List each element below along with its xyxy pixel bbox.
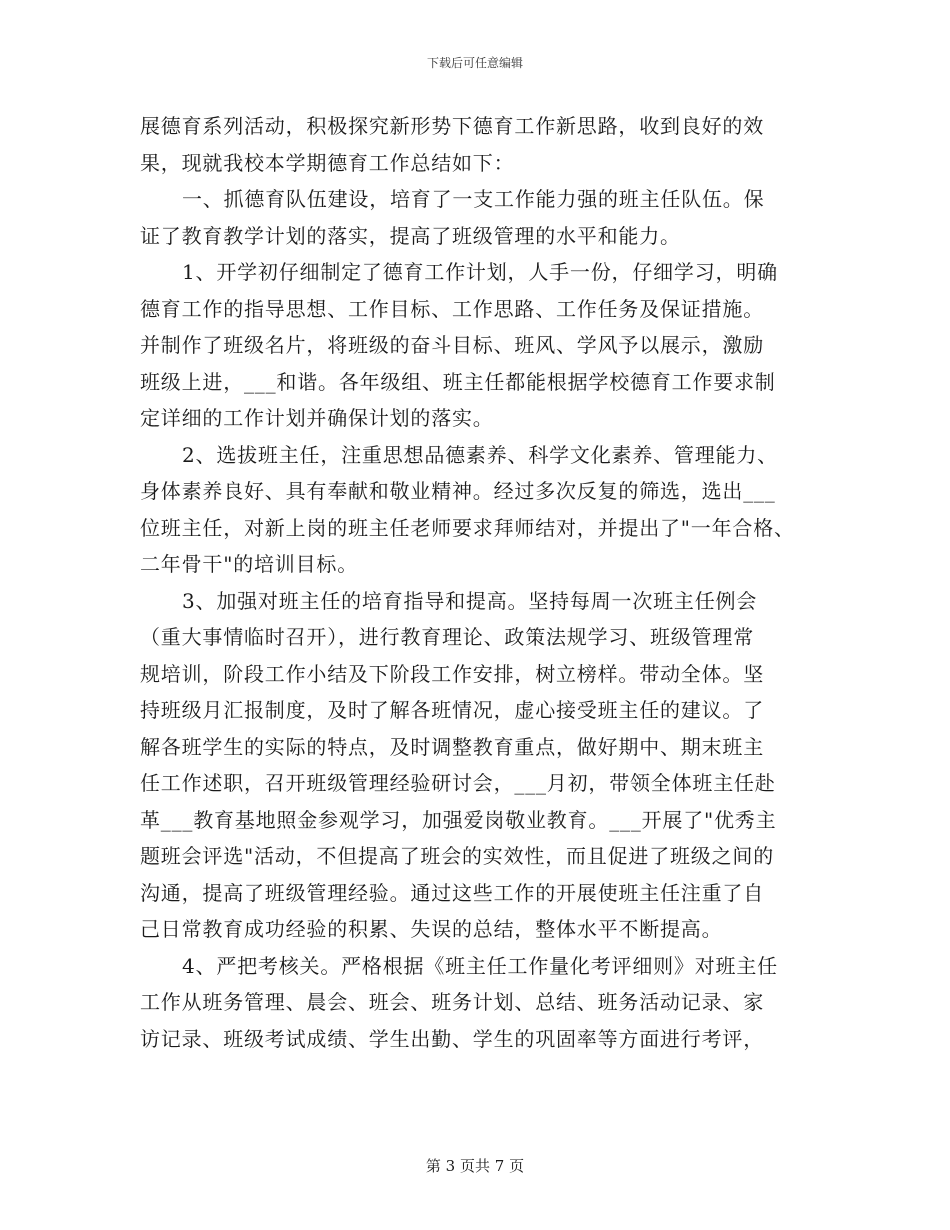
body-line: 解各班学生的实际的特点，及时调整教育重点，做好期中、期末班主: [140, 734, 764, 759]
body-line: 定详细的工作计划并确保计划的落实。: [140, 406, 494, 430]
body-line: 证了教育教学计划的落实，提高了班级管理的水平和能力。: [140, 223, 681, 248]
paragraph-start: 4、严把考核关。严格根据《班主任工作量化考评细则》对班主任: [182, 953, 778, 978]
section-heading: 一、抓德育队伍建设，培育了一支工作能力强的班主任队伍。保: [182, 187, 765, 211]
paragraph-start: 3、加强对班主任的培育指导和提高。坚持每周一次班主任例会: [182, 588, 758, 613]
body-line: 持班级月汇报制度，及时了解各班情况，虚心接受班主任的建议。了: [140, 698, 764, 722]
body-line: 二年骨干"的培训目标。: [140, 552, 358, 576]
body-line: 果，现就我校本学期德育工作总结如下：: [140, 150, 515, 175]
body-line: 己日常教育成功经验的积累、失误的总结，整体水平不断提高。: [140, 917, 723, 941]
body-line: 位班主任，对新上岗的班主任老师要求拜师结对，并提出了"一年合格、: [140, 515, 795, 540]
page-footer: 第 3 页共 7 页: [425, 1157, 525, 1175]
body-line: （重大事情临时召开），进行教育理论、政策法规学习、班级管理常: [140, 625, 754, 649]
body-line: 沟通，提高了班级管理经验。通过这些工作的开展使班主任注重了自: [140, 880, 764, 905]
document-body: [140, 108, 815, 1057]
paragraph-start: 1、开学初仔细制定了德育工作计划，人手一份，仔细学习，明确: [182, 260, 778, 284]
body-line: 任工作述职，召开班级管理经验研讨会，___月初，带领全体班主任赴: [140, 771, 776, 795]
body-line: 革___教育基地照金参观学习，加强爱岗敬业教育。___开展了"优秀主: [140, 807, 777, 832]
body-line: 班级上进，___和谐。各年级组、班主任都能根据学校德育工作要求制: [140, 369, 776, 394]
body-line: 展德育系列活动，积极探究新形势下德育工作新思路，收到良好的效: [140, 114, 764, 138]
paragraph-start: 2、选拔班主任，注重思想品德素养、科学文化素养、管理能力、: [182, 442, 778, 467]
body-line: 工作从班务管理、晨会、班会、班务计划、总结、班务活动记录、家: [140, 990, 764, 1014]
body-line: 身体素养良好、具有奉献和敬业精神。经过多次反复的筛选，选出___: [140, 479, 776, 503]
body-line: 规培训，阶段工作小结及下阶段工作安排，树立榜样。带动全体。坚: [140, 661, 764, 686]
page-header: 下载后可任意编辑: [426, 56, 523, 70]
body-line: 访记录、班级考试成绩、学生出勤、学生的巩固率等方面进行考评，: [140, 1026, 764, 1051]
body-line: 并制作了班级名片，将班级的奋斗目标、班风、学风予以展示，激励: [140, 333, 764, 357]
body-line: 德育工作的指导思想、工作目标、工作思路、工作任务及保证措施。: [140, 296, 764, 321]
body-line: 题班会评选"活动，不但提高了班会的实效性，而且促进了班级之间的: [140, 844, 774, 868]
